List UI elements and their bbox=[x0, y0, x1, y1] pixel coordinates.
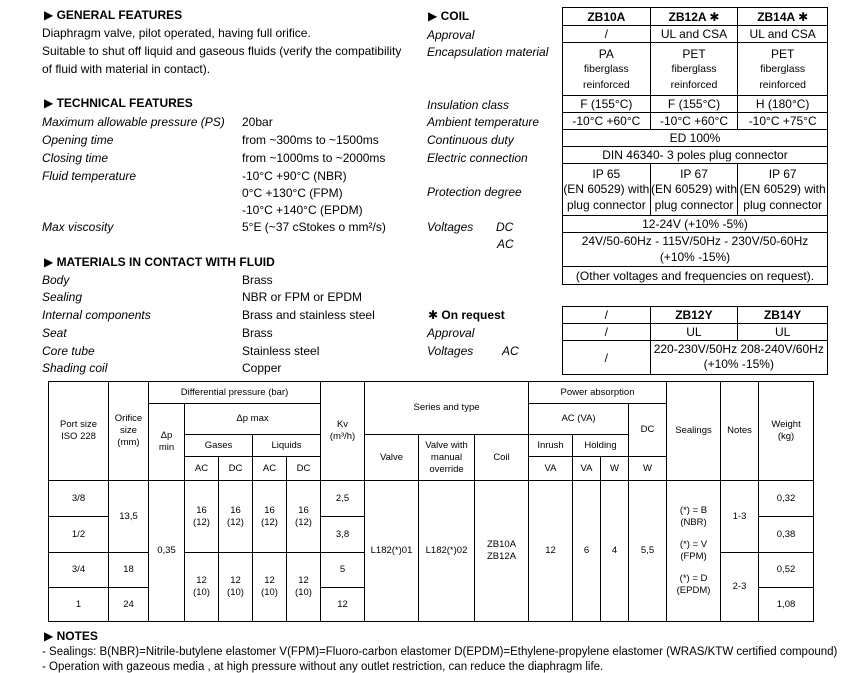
sealings bbox=[667, 481, 721, 622]
coil-model: ZB12A ✱ bbox=[650, 8, 738, 26]
material-value: NBR or FPM or EPDM bbox=[242, 290, 363, 304]
general-line-2: Suitable to shut off liquid and gaseous fluids (verify the compatibility bbox=[42, 44, 402, 58]
dp-max-liquids-dc bbox=[287, 481, 321, 553]
encap-line: reinforced bbox=[582, 78, 630, 91]
col-diff-pressure: Differential pressure (bar) bbox=[149, 382, 321, 404]
encap-line: fiberglass bbox=[583, 62, 629, 75]
general-line-1: Diaphragm valve, pilot operated, having full orifice. bbox=[42, 26, 311, 40]
col-dp-min bbox=[149, 404, 185, 481]
col-liquids-dc: DC bbox=[287, 457, 321, 481]
holding-w: 4 bbox=[601, 481, 629, 622]
coil-voltage-ac bbox=[563, 233, 828, 267]
tech-label: Opening time bbox=[42, 133, 114, 147]
dp-value: 12 bbox=[298, 575, 309, 586]
dp-max-liquids-ac bbox=[253, 481, 287, 553]
coil-approval-label: Approval bbox=[427, 28, 475, 42]
sealing-line: (NBR) bbox=[680, 517, 707, 528]
coil-encapsulation bbox=[563, 43, 651, 96]
material-value: Brass bbox=[242, 326, 273, 340]
dp-value: (12) bbox=[193, 516, 210, 528]
coil-duty: ED 100% bbox=[563, 130, 828, 147]
port-size: 1 bbox=[49, 588, 109, 622]
material-value: Stainless steel bbox=[242, 344, 320, 358]
dp-max-gases-ac bbox=[185, 481, 219, 553]
material-label: Seat bbox=[42, 326, 67, 340]
port-size: 3/4 bbox=[49, 553, 109, 588]
dp-value: 12 bbox=[196, 575, 207, 586]
sealing-line: (EPDM) bbox=[676, 585, 711, 596]
dp-max-liquids-dc bbox=[287, 553, 321, 622]
notes-line-2: - Operation with gazeous media , at high pressure without any outlet restriction, can reduce the diaphragm life. bbox=[42, 661, 604, 673]
coil-insulation: H (180°C) bbox=[738, 96, 828, 113]
kv-header: Kv bbox=[336, 419, 349, 430]
holding-va: 6 bbox=[573, 481, 601, 622]
notes-heading: ▶ NOTES bbox=[44, 629, 98, 643]
col-gases: Gases bbox=[185, 435, 253, 457]
on-request-voltage-line: 220-230V/50Hz 208-240V/60Hz bbox=[653, 342, 824, 356]
manual-header: Valve with bbox=[425, 439, 468, 451]
col-dp-max: Δp max bbox=[185, 404, 321, 435]
col-weight bbox=[759, 382, 814, 481]
dp-value: (10) bbox=[261, 587, 278, 598]
coil-encapsulation bbox=[650, 43, 738, 96]
coil-protection bbox=[563, 164, 651, 216]
material-value: Brass bbox=[242, 273, 273, 287]
dp-value: 12 bbox=[264, 575, 275, 586]
kv-value: 2,5 bbox=[321, 481, 365, 517]
general-line-3: of fluid with material in contact). bbox=[42, 62, 211, 76]
protection-line: (EN 60529) with bbox=[739, 182, 826, 196]
orifice-header: Orifice bbox=[114, 413, 143, 424]
on-request-voltage-first: / bbox=[563, 341, 651, 375]
col-ac-va: AC (VA) bbox=[529, 404, 629, 435]
tech-label: Max viscosity bbox=[42, 220, 114, 234]
tech-value: 5°E (~37 cStokes o mm²/s) bbox=[242, 220, 386, 234]
dp-value: (10) bbox=[227, 587, 244, 598]
general-features-heading: ▶ GENERAL FEATURES bbox=[44, 8, 183, 22]
dp-max-liquids-ac bbox=[253, 553, 287, 622]
tech-label: Closing time bbox=[42, 151, 109, 165]
coil-model: ZB10A bbox=[563, 8, 651, 26]
coil-ac-label: AC bbox=[497, 237, 514, 251]
col-holding: Holding bbox=[573, 435, 629, 457]
encap-line: PET bbox=[682, 46, 706, 61]
dp-value: (12) bbox=[261, 516, 278, 528]
col-dc-w: W bbox=[629, 457, 667, 481]
orifice-header: size bbox=[120, 425, 137, 436]
on-request-ac-label: AC bbox=[502, 344, 519, 358]
coil-encapsulation-label: Encapsulation material bbox=[427, 45, 549, 59]
material-label: Body bbox=[42, 273, 70, 287]
on-request-heading: ✱ On request bbox=[428, 308, 505, 322]
on-request-voltage-line: (+10% -15%) bbox=[703, 357, 774, 371]
encap-line: PA bbox=[598, 46, 614, 61]
coil-ambient: -10°C +75°C bbox=[738, 113, 828, 130]
coil-approval: UL and CSA bbox=[738, 26, 828, 43]
tech-value: from ~1000ms to ~2000ms bbox=[242, 151, 386, 165]
on-request-approval-label: Approval bbox=[427, 326, 475, 340]
protection-line: (EN 60529) with bbox=[563, 182, 650, 196]
tech-value: -10°C +90°C (NBR) bbox=[242, 169, 347, 183]
coil-protection bbox=[738, 164, 828, 216]
kv-value: 5 bbox=[321, 553, 365, 588]
on-request-model: / bbox=[563, 307, 651, 324]
dp-value: 16 bbox=[298, 504, 309, 516]
port-size: 1/2 bbox=[49, 517, 109, 553]
coil-voltage-dc: 12-24V (+10% -5%) bbox=[563, 216, 828, 233]
coil-duty-label: Continuous duty bbox=[427, 133, 514, 147]
valve-code: L182(*)01 bbox=[365, 481, 419, 622]
dp-value: 12 bbox=[230, 575, 241, 586]
coil-code bbox=[475, 481, 529, 622]
col-dc: DC bbox=[629, 404, 667, 457]
coil-connection-label: Electric connection bbox=[427, 151, 528, 165]
material-value: Brass and stainless steel bbox=[242, 308, 375, 322]
encap-line: fiberglass bbox=[760, 62, 806, 75]
on-request-approval: UL bbox=[738, 324, 828, 341]
col-sealings: Sealings bbox=[667, 382, 721, 481]
dp-value: 16 bbox=[196, 504, 207, 516]
iso-header: ISO 228 bbox=[61, 431, 96, 442]
coil-protection bbox=[650, 164, 738, 216]
dp-max-gases-dc bbox=[219, 481, 253, 553]
coil-insulation: F (155°C) bbox=[563, 96, 651, 113]
col-coil: Coil bbox=[475, 435, 529, 481]
notes-value: 2-3 bbox=[721, 553, 759, 622]
col-inrush: Inrush bbox=[529, 435, 573, 457]
coil-model: ZB14A ✱ bbox=[738, 8, 828, 26]
col-kv bbox=[321, 382, 365, 481]
protection-line: IP 67 bbox=[680, 167, 708, 181]
notes-value: 1-3 bbox=[721, 481, 759, 553]
technical-features-heading: ▶ TECHNICAL FEATURES bbox=[44, 96, 193, 110]
col-valve: Valve bbox=[365, 435, 419, 481]
coil-voltages-label: Voltages bbox=[427, 220, 474, 234]
on-request-model: ZB14Y bbox=[738, 307, 828, 324]
inrush-va: 12 bbox=[529, 481, 573, 622]
protection-line: (EN 60529) with bbox=[650, 182, 738, 196]
kv-header: (m³/h) bbox=[329, 431, 356, 442]
weight-value: 0,32 bbox=[759, 481, 814, 517]
dp-min-header: Δp bbox=[160, 430, 173, 441]
protection-line: IP 67 bbox=[768, 167, 797, 181]
protection-line: IP 65 bbox=[592, 167, 621, 181]
on-request-model: ZB12Y bbox=[650, 307, 738, 324]
valve-manual-code: L182(*)02 bbox=[419, 481, 475, 622]
orifice-size: 13,5 bbox=[109, 481, 149, 553]
dp-value: (12) bbox=[295, 516, 312, 528]
material-label: Shading coil bbox=[42, 361, 108, 375]
manual-header: override bbox=[429, 463, 464, 475]
kv-value: 3,8 bbox=[321, 517, 365, 553]
coil-insulation-label: Insulation class bbox=[427, 98, 510, 112]
tech-value: 20bar bbox=[242, 115, 273, 129]
coil-heading: ▶ COIL bbox=[428, 9, 470, 23]
col-holding-va: VA bbox=[573, 457, 601, 481]
material-label: Core tube bbox=[42, 344, 95, 358]
coil-table bbox=[562, 7, 828, 285]
coil-insulation: F (155°C) bbox=[650, 96, 738, 113]
port-size: 3/8 bbox=[49, 481, 109, 517]
on-request-approval: UL bbox=[650, 324, 738, 341]
coil-approval: / bbox=[563, 26, 651, 43]
tech-value: -10°C +140°C (EPDM) bbox=[242, 203, 363, 217]
sealing-line: (FPM) bbox=[680, 551, 707, 562]
voltage-ac-line: 24V/50-60Hz - 115V/50Hz - 230V/50-60Hz bbox=[581, 233, 809, 248]
tech-value: from ~300ms to ~1500ms bbox=[242, 133, 379, 147]
dp-value: (12) bbox=[227, 516, 244, 528]
on-request-approval: / bbox=[563, 324, 651, 341]
coil-encapsulation bbox=[738, 43, 828, 96]
dp-max-gases-ac bbox=[185, 553, 219, 622]
dc-w: 5,5 bbox=[629, 481, 667, 622]
encap-line: reinforced bbox=[759, 78, 807, 91]
notes-line-1: - Sealings: B(NBR)=Nitrile-butylene elastomer V(FPM)=Fluoro-carbon elastomer D(EPDM)=Ethylene-propylene elastomer (WRAS/KTW certified compound) bbox=[42, 646, 838, 658]
col-notes: Notes bbox=[721, 382, 759, 481]
materials-heading: ▶ MATERIALS IN CONTACT WITH FLUID bbox=[44, 255, 275, 269]
port-size-header: Port size bbox=[60, 419, 97, 430]
coil-ambient: -10°C +60°C bbox=[650, 113, 738, 130]
col-holding-w: W bbox=[601, 457, 629, 481]
on-request-table bbox=[562, 306, 828, 375]
coil-connection: DIN 46340- 3 poles plug connector bbox=[563, 147, 828, 164]
coil-ambient: -10°C +60°C bbox=[563, 113, 651, 130]
col-gases-ac: AC bbox=[185, 457, 219, 481]
encap-line: PET bbox=[771, 46, 795, 61]
protection-line: plug connector bbox=[743, 198, 823, 212]
tech-value: 0°C +130°C (FPM) bbox=[242, 186, 343, 200]
dp-value: 16 bbox=[230, 504, 241, 516]
encap-line: fiberglass bbox=[671, 62, 717, 75]
weight-value: 0,52 bbox=[759, 553, 814, 588]
col-power: Power absorption bbox=[529, 382, 667, 404]
protection-line: plug connector bbox=[566, 198, 646, 212]
col-inrush-va: VA bbox=[529, 457, 573, 481]
col-orifice bbox=[109, 382, 149, 481]
orifice-size: 24 bbox=[109, 588, 149, 622]
col-liquids: Liquids bbox=[253, 435, 321, 457]
weight-value: 1,08 bbox=[759, 588, 814, 622]
valve-table bbox=[48, 381, 814, 622]
protection-line: plug connector bbox=[654, 198, 734, 212]
on-request-voltages-label: Voltages bbox=[427, 344, 474, 358]
col-valve-manual bbox=[419, 435, 475, 481]
weight-value: 0,38 bbox=[759, 517, 814, 553]
col-gases-dc: DC bbox=[219, 457, 253, 481]
coil-protection-label: Protection degree bbox=[427, 185, 522, 199]
tech-label: Fluid temperature bbox=[42, 169, 137, 183]
kv-value: 12 bbox=[321, 588, 365, 622]
coil-code-line: ZB10A bbox=[486, 539, 517, 550]
coil-dc-label: DC bbox=[496, 220, 514, 234]
coil-other-voltages: (Other voltages and frequencies on request). bbox=[563, 267, 828, 285]
coil-approval: UL and CSA bbox=[650, 26, 738, 43]
coil-ambient-label: Ambient temperature bbox=[427, 115, 540, 129]
orifice-size: 18 bbox=[109, 553, 149, 588]
dp-min-header: min bbox=[158, 442, 175, 453]
material-label: Internal components bbox=[42, 308, 151, 322]
dp-value: 16 bbox=[264, 504, 275, 516]
tech-label: Maximum allowable pressure (PS) bbox=[42, 115, 225, 129]
voltage-ac-line: (+10% -15%) bbox=[659, 249, 731, 264]
weight-header: Weight bbox=[771, 419, 801, 430]
on-request-voltage bbox=[650, 341, 827, 375]
sealing-line: (*) = B bbox=[679, 505, 708, 516]
dp-value: (10) bbox=[193, 587, 210, 598]
orifice-header: (mm) bbox=[117, 437, 140, 448]
coil-code-line: ZB12A bbox=[486, 551, 517, 562]
dp-max-gases-dc bbox=[219, 553, 253, 622]
material-value: Copper bbox=[242, 361, 282, 375]
sealing-line: (*) = D bbox=[679, 573, 708, 584]
col-port-size bbox=[49, 382, 109, 481]
col-liquids-ac: AC bbox=[253, 457, 287, 481]
material-label: Sealing bbox=[42, 290, 83, 304]
weight-header: (kg) bbox=[777, 431, 795, 442]
encap-line: reinforced bbox=[670, 78, 718, 91]
dp-value: (10) bbox=[295, 587, 312, 598]
manual-header: manual bbox=[430, 451, 463, 463]
col-series: Series and type bbox=[365, 382, 529, 435]
dp-min: 0,35 bbox=[149, 481, 185, 622]
sealing-line: (*) = V bbox=[679, 539, 708, 550]
